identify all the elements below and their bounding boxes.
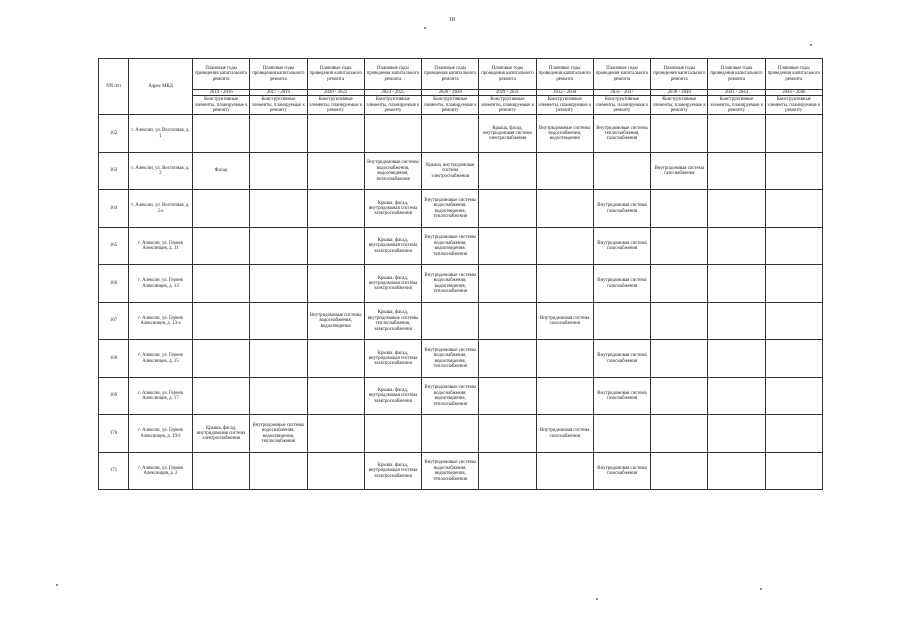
- row-address: г. Алексин, ул. Героев Алексинцев, д. 13: [129, 265, 193, 303]
- repair-cell: Крыша, фасад, внутридомовая система электроснабжения: [364, 452, 421, 490]
- repair-cell: [708, 227, 765, 265]
- repair-cell: Внутридомовая система газоснабжения: [593, 190, 650, 228]
- repair-cell: [250, 115, 307, 153]
- repair-cell: [307, 115, 364, 153]
- repair-cell: [765, 265, 822, 303]
- header-period: 2026 - 2028: [422, 90, 479, 96]
- repair-cell: [307, 415, 364, 453]
- repair-cell: Внутридомовые системы теплоснабжения, газоснабжения: [593, 115, 650, 153]
- repair-cell: [364, 115, 421, 153]
- repair-cell: [479, 152, 536, 190]
- repair-cell: Крыша, фасад, внутридомовая система электроснабжения: [364, 190, 421, 228]
- repair-cell: [765, 152, 822, 190]
- header-period: 2017 - 2019: [250, 90, 307, 96]
- repair-cell: Крыша, фасад, внутридомовые системы теплоснабжения, электроснабжения: [364, 302, 421, 340]
- table-row: [99, 340, 823, 378]
- page-number: 18: [449, 17, 455, 23]
- repair-cell: [193, 265, 250, 303]
- repair-cell: [250, 340, 307, 378]
- repair-cell: Внутридомовые системы водоснабжения, водоотведения, теплоснабжения: [250, 415, 307, 453]
- repair-cell: Внутридомовая система газоснабжения: [536, 302, 593, 340]
- scan-speck: [56, 584, 58, 586]
- repair-cell: [536, 227, 593, 265]
- header-period: 2032 - 2034: [536, 90, 593, 96]
- repair-cell: [651, 115, 708, 153]
- repair-cell: [651, 340, 708, 378]
- repair-cell: [651, 415, 708, 453]
- header-period: 2020 - 2022: [307, 90, 364, 96]
- header-planned-years: Плановые годы проведения капитального ремонта: [479, 59, 536, 90]
- repair-cell: Внутридомовые системы водоснабжения, водоотведения: [307, 302, 364, 340]
- repair-cell: [651, 265, 708, 303]
- repair-cell: [536, 340, 593, 378]
- repair-cell: [651, 302, 708, 340]
- repair-cell: [364, 415, 421, 453]
- repair-cell: [593, 302, 650, 340]
- scan-speck: [596, 598, 598, 600]
- row-address: г. Алексин, ул. Героев Алексинцев, д. 19/3: [129, 415, 193, 453]
- repair-cell: [708, 415, 765, 453]
- repair-cell: [307, 190, 364, 228]
- repair-cell: Внутридомовая система газоснабжения: [536, 415, 593, 453]
- repair-cell: [593, 152, 650, 190]
- repair-cell: [193, 115, 250, 153]
- header-planned-years: Плановые годы проведения капитального ремонта: [708, 59, 765, 90]
- repair-cell: [651, 227, 708, 265]
- header-elements: Конструктивные элементы, планируемые к ремонту: [593, 96, 650, 115]
- row-address: г. Алексин, ул. Героев Алексинцев, д. 13-а: [129, 302, 193, 340]
- repair-cell: Внутридомовые системы водоснабжения, водоотведения, теплоснабжения: [422, 340, 479, 378]
- repair-cell: [307, 452, 364, 490]
- repair-cell: [307, 227, 364, 265]
- repair-cell: [536, 377, 593, 415]
- repair-cell: Внутридомовые системы водоснабжения, водоотведения: [536, 115, 593, 153]
- header-elements: Конструктивные элементы, планируемые к ремонту: [422, 96, 479, 115]
- repair-cell: [536, 452, 593, 490]
- repair-cell: [765, 115, 822, 153]
- row-number: 171: [99, 452, 129, 490]
- repair-cell: [651, 377, 708, 415]
- header-period: 2035 - 2037: [593, 90, 650, 96]
- header-planned-years: Плановые годы проведения капитального ремонта: [651, 59, 708, 90]
- repair-cell: [307, 340, 364, 378]
- header-elements: Конструктивные элементы, планируемые к ремонту: [651, 96, 708, 115]
- repair-cell: [193, 340, 250, 378]
- repair-cell: [193, 302, 250, 340]
- header-elements: Конструктивные элементы, планируемые к ремонту: [708, 96, 765, 115]
- header-planned-years: Плановые годы проведения капитального ремонта: [422, 59, 479, 90]
- repair-cell: [193, 377, 250, 415]
- repair-cell: [765, 340, 822, 378]
- repair-cell: [708, 302, 765, 340]
- header-elements: Конструктивные элементы, планируемые к ремонту: [193, 96, 250, 115]
- table-row: [99, 377, 823, 415]
- repair-cell: [708, 190, 765, 228]
- repair-cell: Крыша, фасад, внутридомовая система электроснабжения: [364, 227, 421, 265]
- header-elements: Конструктивные элементы, планируемые к ремонту: [765, 96, 822, 115]
- repair-cell: Внутридомовые системы водоснабжения, водоотведения, теплоснабжения: [364, 152, 421, 190]
- repair-cell: [479, 415, 536, 453]
- repair-cell: [307, 152, 364, 190]
- header-address: Адрес МКД: [129, 59, 193, 115]
- header-row-planned: [99, 59, 823, 90]
- row-number: 170: [99, 415, 129, 453]
- repair-cell: [708, 377, 765, 415]
- table-row: [99, 415, 823, 453]
- repair-cell: [651, 452, 708, 490]
- table-body: [99, 59, 823, 490]
- repair-cell: [593, 415, 650, 453]
- repair-cell: [479, 190, 536, 228]
- row-number: 166: [99, 265, 129, 303]
- header-elements: Конструктивные элементы, планируемые к ремонту: [536, 96, 593, 115]
- repair-cell: Внутридомовые системы водоснабжения, водоотведения, теплоснабжения: [422, 190, 479, 228]
- capital-repair-schedule-table: [98, 58, 823, 490]
- repair-cell: [422, 115, 479, 153]
- row-number: 168: [99, 340, 129, 378]
- table-row: [99, 115, 823, 153]
- repair-cell: [193, 190, 250, 228]
- repair-cell: [765, 190, 822, 228]
- header-planned-years: Плановые годы проведения капитального ремонта: [765, 59, 822, 90]
- repair-cell: [250, 377, 307, 415]
- repair-cell: [307, 265, 364, 303]
- repair-cell: Внутридомовые системы водоснабжения, водоотведения, теплоснабжения: [422, 265, 479, 303]
- header-elements: Конструктивные элементы, планируемые к ремонту: [307, 96, 364, 115]
- repair-cell: [479, 302, 536, 340]
- table-row: [99, 227, 823, 265]
- repair-cell: [765, 452, 822, 490]
- repair-cell: Внутридомовая система газоснабжения: [651, 152, 708, 190]
- header-elements: Конструктивные элементы, планируемые к ремонту: [250, 96, 307, 115]
- row-number: 164: [99, 190, 129, 228]
- header-period: 2014 - 2016: [193, 90, 250, 96]
- header-period: 2044 - 2046: [765, 90, 822, 96]
- repair-cell: [250, 265, 307, 303]
- scan-speck: [760, 588, 762, 590]
- row-address: г. Алексин, ул. Восточная, д. 2: [129, 152, 193, 190]
- header-number: NN п/п: [99, 59, 129, 115]
- row-address: г. Алексин, ул. Героев Алексинцев, д. 2: [129, 452, 193, 490]
- row-address: г. Алексин, ул. Восточная, д. 2-а: [129, 190, 193, 228]
- header-elements: Конструктивные элементы, планируемые к ремонту: [364, 96, 421, 115]
- repair-cell: Внутридомовая система газоснабжения: [593, 377, 650, 415]
- repair-cell: [479, 452, 536, 490]
- repair-cell: Внутридомовая система газоснабжения: [593, 265, 650, 303]
- repair-cell: [765, 377, 822, 415]
- row-number: 162: [99, 115, 129, 153]
- repair-cell: Внутридомовая система газоснабжения: [593, 227, 650, 265]
- repair-cell: [307, 377, 364, 415]
- repair-cell: [536, 265, 593, 303]
- repair-cell: [250, 452, 307, 490]
- repair-cell: [479, 377, 536, 415]
- table-row: [99, 152, 823, 190]
- repair-cell: Крыша, фасад, внутридомовая система электроснабжения: [193, 415, 250, 453]
- repair-cell: [708, 115, 765, 153]
- row-number: 163: [99, 152, 129, 190]
- repair-cell: [708, 265, 765, 303]
- repair-cell: [651, 190, 708, 228]
- repair-cell: [765, 415, 822, 453]
- table-row: [99, 302, 823, 340]
- header-elements: Конструктивные элементы, планируемые к ремонту: [479, 96, 536, 115]
- header-planned-years: Плановые годы проведения капитального ремонта: [593, 59, 650, 90]
- repair-cell: [193, 227, 250, 265]
- repair-cell: [250, 190, 307, 228]
- repair-cell: Фасад: [193, 152, 250, 190]
- header-period: 2029 - 2031: [479, 90, 536, 96]
- header-planned-years: Плановые годы проведения капитального ремонта: [536, 59, 593, 90]
- repair-cell: Крыша, фасад, внутридомовая система электроснабжения: [364, 340, 421, 378]
- repair-cell: [193, 452, 250, 490]
- repair-cell: [479, 265, 536, 303]
- repair-cell: [708, 340, 765, 378]
- scan-speck: [810, 44, 812, 46]
- row-number: 165: [99, 227, 129, 265]
- repair-cell: [765, 302, 822, 340]
- header-row-elements: [99, 96, 823, 115]
- repair-cell: [708, 452, 765, 490]
- table-row: [99, 265, 823, 303]
- table-row: [99, 452, 823, 490]
- repair-cell: Крыша, фасад, внутридомовая система электроснабжения: [364, 377, 421, 415]
- header-period: 2023 - 2025: [364, 90, 421, 96]
- repair-cell: Крыша, внутридомовая система электроснабжения: [422, 152, 479, 190]
- row-address: г. Алексин, ул. Восточная, д. 1: [129, 115, 193, 153]
- row-number: 167: [99, 302, 129, 340]
- repair-cell: [250, 227, 307, 265]
- repair-cell: [765, 227, 822, 265]
- repair-cell: Внутридомовые системы водоснабжения, водоотведения, теплоснабжения: [422, 227, 479, 265]
- repair-cell: [250, 152, 307, 190]
- repair-cell: Внутридомовые системы водоснабжения, водоотведения, теплоснабжения: [422, 377, 479, 415]
- header-period: 2041 - 2043: [708, 90, 765, 96]
- scan-speck: [424, 27, 426, 29]
- repair-cell: [536, 190, 593, 228]
- header-period: 2038 - 2040: [651, 90, 708, 96]
- repair-cell: [422, 302, 479, 340]
- repair-cell: [536, 152, 593, 190]
- header-planned-years: Плановые годы проведения капитального ремонта: [364, 59, 421, 90]
- table-row: [99, 190, 823, 228]
- repair-cell: [250, 302, 307, 340]
- row-address: г. Алексин, ул. Героев Алексинцев, д. 15: [129, 340, 193, 378]
- repair-cell: [422, 415, 479, 453]
- row-address: г. Алексин, ул. Героев Алексинцев, д. 11: [129, 227, 193, 265]
- repair-cell: Внутридомовые системы водоснабжения, водоотведения, теплоснабжения: [422, 452, 479, 490]
- repair-cell: Крыша, фасад, внутридомовая система электроснабжения: [479, 115, 536, 153]
- row-number: 169: [99, 377, 129, 415]
- header-planned-years: Плановые годы проведения капитального ремонта: [250, 59, 307, 90]
- repair-cell: Крыша, фасад, внутридомовая система электроснабжения: [364, 265, 421, 303]
- repair-cell: [708, 152, 765, 190]
- repair-cell: Внутридомовая система газоснабжения: [593, 340, 650, 378]
- row-address: г. Алексин, ул. Героев Алексинцев, д. 17: [129, 377, 193, 415]
- repair-cell: [479, 227, 536, 265]
- repair-cell: [479, 340, 536, 378]
- header-planned-years: Плановые годы проведения капитального ремонта: [307, 59, 364, 90]
- repair-cell: Внутридомовая система газоснабжения: [593, 452, 650, 490]
- header-planned-years: Плановые годы проведения капитального ремонта: [193, 59, 250, 90]
